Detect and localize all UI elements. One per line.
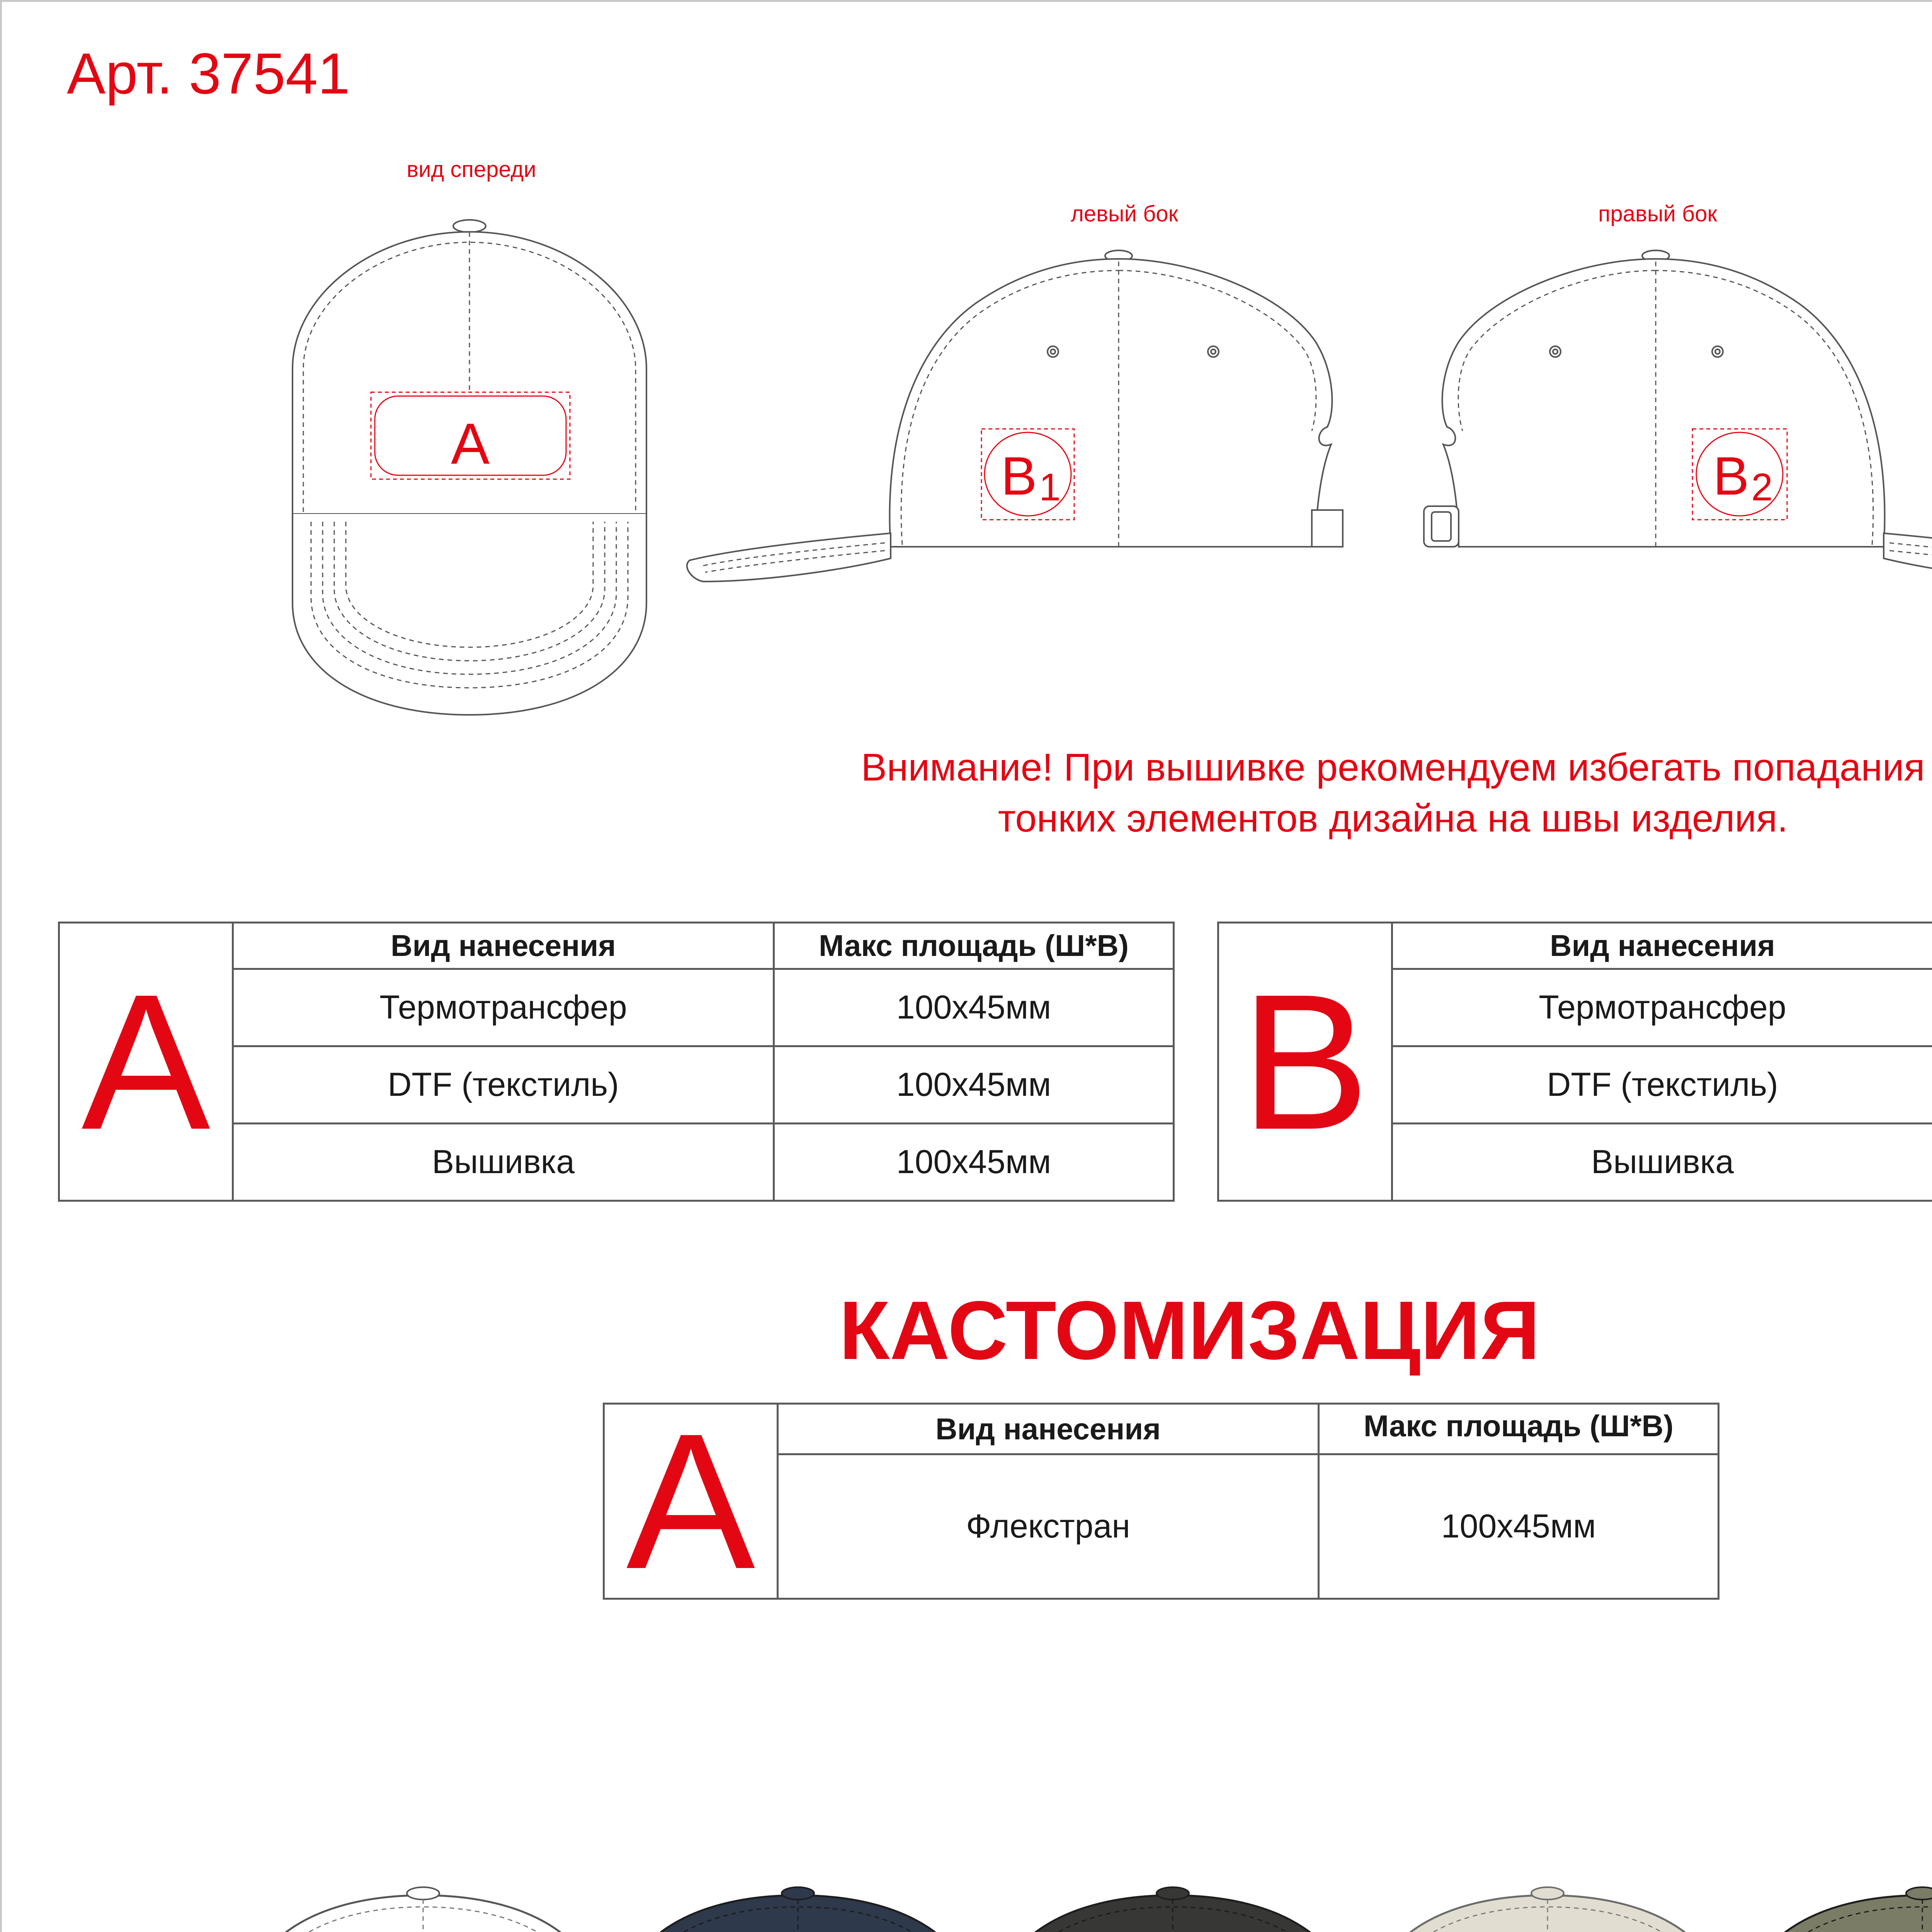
cap-crown (1741, 1895, 1932, 1932)
table-a-row1-area: 100x45мм (774, 969, 1174, 1046)
table-a-row1-method: Термотрансфер (233, 969, 774, 1046)
cap-button (782, 1887, 814, 1900)
zone-b-table-letter: B (1218, 923, 1392, 1201)
right-view-label: правый бок (1598, 201, 1717, 226)
table-b-row2-method: DTF (текстиль) (1392, 1046, 1932, 1124)
customization-row1-area: 100x45мм (1319, 1454, 1719, 1599)
cap-button (1531, 1887, 1564, 1900)
warning-line-2: тонких элементов дизайна на швы изделия. (998, 797, 1788, 840)
table-b-row1-method: Термотрансфер (1392, 969, 1932, 1046)
table-a-row2-method: DTF (текстиль) (233, 1046, 774, 1124)
black-cap (987, 1887, 1358, 1932)
cap-button (407, 1887, 439, 1900)
zone-b2-label: B (1713, 446, 1749, 506)
warning-line-1: Внимание! При вышивке рекомендуем избегать попадания (861, 746, 1925, 789)
customization-table (603, 1403, 1719, 1600)
color-variants (238, 1887, 1932, 1932)
beige-cap (1362, 1887, 1733, 1932)
table-b-header-method: Вид нанесения (1392, 923, 1932, 969)
white-cap (238, 1887, 609, 1932)
front-view-label: вид спереди (406, 157, 536, 182)
table-a-row3-method: Вышивка (233, 1124, 774, 1201)
left-view-label: левый бок (1071, 201, 1178, 226)
zone-a-table-letter: A (59, 923, 233, 1201)
navy-cap (612, 1887, 983, 1932)
zone-b-table (1217, 922, 1932, 1202)
article-title: Арт. 37541 (67, 41, 350, 106)
table-b-row3-method: Вышивка (1392, 1124, 1932, 1201)
left-view-cap (687, 250, 1343, 582)
customization-header-method: Вид нанесения (778, 1404, 1319, 1454)
table-a-row2-area: 100x45мм (774, 1046, 1174, 1124)
cap-button (1906, 1887, 1932, 1900)
embroidery-warning (659, 742, 1932, 844)
table-a-header-method: Вид нанесения (233, 923, 774, 969)
zone-b1-subscript: 1 (1039, 466, 1061, 509)
zone-a-label: A (451, 411, 490, 476)
customization-row1-method: Флекстран (778, 1454, 1319, 1599)
right-view-cap (1424, 250, 1932, 582)
zone-b1-label: B (1001, 446, 1037, 506)
zone-b2-subscript: 2 (1751, 466, 1773, 509)
table-a-row3-area: 100x45мм (774, 1124, 1174, 1201)
zone-a-table (58, 922, 1175, 1202)
olive-cap (1737, 1887, 1932, 1932)
table-a-header-area: Макс площадь (Ш*В) (774, 923, 1174, 969)
cap-button (1156, 1887, 1189, 1900)
customization-heading: КАСТОМИЗАЦИЯ (839, 1284, 1540, 1377)
customization-header-area: Макс площадь (Ш*В) (1319, 1404, 1719, 1454)
customization-table-letter: A (604, 1404, 778, 1599)
